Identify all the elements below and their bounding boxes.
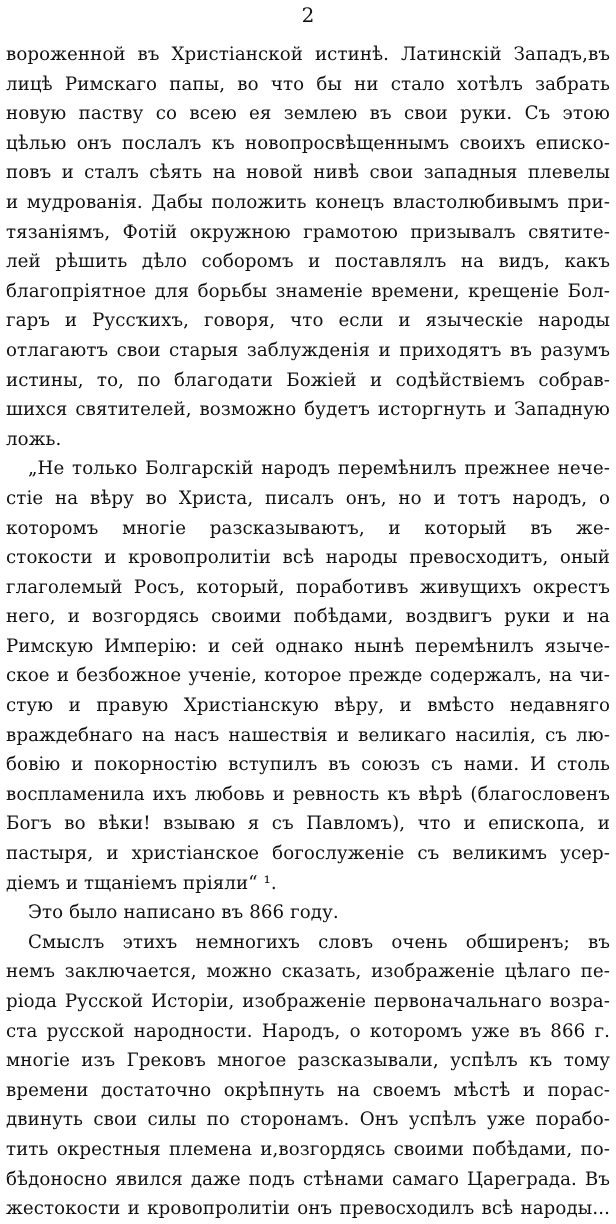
body-text <box>6 40 610 1224</box>
text-line: дiемъ и тщанiемъ прiяли“ ¹. <box>6 872 277 894</box>
text-line: тязанiямъ, Фотiй окружною грамотою призывалъ святите- <box>6 221 610 243</box>
text-line: стокости и кровопролитiи всѣ народы превосходитъ, оный <box>6 547 610 569</box>
text-line: ста русской народности. Народъ, о которомъ уже въ 866 г. <box>6 1020 610 1042</box>
text-line: глаголемый Росъ, который, поработивъ живущихъ окрестъ <box>6 576 610 598</box>
text-line: Римскую Имперiю: и сей однако нынѣ перемѣнилъ языче- <box>6 635 610 657</box>
text-line: стую и правую Христiанскую вѣру, и вмѣсто недавняго <box>6 695 610 717</box>
text-line: многiе изъ Грековъ многое разсказывали, успѣлъ къ тому <box>6 1050 610 1072</box>
text-line: лицѣ Римскаго папы, во что бы ни стало хотѣлъ забрать <box>6 73 610 95</box>
text-line: и мудрованiя. Дабы положить конецъ властолюбивымъ при- <box>6 191 610 213</box>
text-line: двинуть свои силы по сторонамъ. Онъ успѣлъ уже порабо- <box>6 1109 610 1131</box>
text-line: Богъ во вѣки! взываю я съ Павломъ), что и епископа, и <box>6 813 610 835</box>
text-line: „Не только Болгарскiй народъ перемѣнилъ прежнее нече- <box>28 458 610 480</box>
text-line: немъ заключается, можно сказать, изображенiе цѣлаго пе- <box>6 961 610 983</box>
page-number: 2 <box>301 3 315 27</box>
text-line: Это было написано въ 866 году. <box>28 902 339 924</box>
text-line: цѣлью онъ послалъ къ новопросвѣщеннымъ своихъ еписко- <box>6 132 610 154</box>
text-line: бѣдоносно явился даже подъ стѣнами самаго Цареграда. Въ <box>6 1168 610 1190</box>
text-line: вороженной въ Христiанской истинѣ. Латинскiй Западъ,въ <box>6 44 610 65</box>
text-line: стiе на вѣру во Христа, писалъ онъ, но и тотъ народъ, о <box>6 487 610 509</box>
text-line: гаръ и Руссҡихъ, говоря, что если и языческiе народы <box>6 310 610 332</box>
text-line: шихся святителей, возможно будетъ исторгнуть и Западную <box>6 399 610 421</box>
text-line: воспламенила ихъ любовь и ревность къ вѣрѣ (благословенъ <box>6 783 610 805</box>
text-line: тить окрестныя племена и,возгордясь своими побѣдами, по- <box>6 1138 610 1160</box>
text-line: пастыря, и христiанское богослуженiе съ великимъ усер- <box>6 843 610 865</box>
text-line: отлагаютъ свои старыя заблужденiя и приходятъ въ разумъ <box>6 339 610 361</box>
text-line: которомъ многiе разсказываютъ, и который въ же- <box>6 517 610 539</box>
text-line: благопрiятное для борьбы знаменiе времени, крещенiе Бол- <box>6 280 610 302</box>
text-line: рiода Русской Исторiи, изображенiе первоначальнаго возра- <box>6 991 610 1012</box>
text-line: него, и возгордясь своими побѣдами, воздвигъ руки и на <box>6 606 610 628</box>
text-line: ское и безбожное ученiе, которое прежде содержалъ, на чи- <box>6 665 610 687</box>
text-line: новую паству со всею ея землею въ свои руки. Съ этою <box>6 103 610 125</box>
text-line: истины, то, по благодати Божiей и содѣйствiемъ собрав- <box>6 369 610 391</box>
text-line: враждебнаго на насъ нашествiя и великаго насилiя, съ лю- <box>6 724 610 746</box>
text-line: времени достаточно окрѣпнуть на своемъ мѣстѣ и порас- <box>6 1079 610 1101</box>
text-line: жестокости и кровопролитiи онъ превосходилъ всѣ народы... <box>6 1198 610 1220</box>
text-line: лей рѣшить дѣло соборомъ и поставлялъ на видъ, какъ <box>6 251 610 273</box>
text-line: бовiю и покорностiю вступилъ въ союзъ съ нами. И столь <box>6 754 610 776</box>
text-line: Смыслъ этихъ немногихъ словъ очень обширенъ; въ <box>28 931 610 953</box>
text-line: повъ и сталъ сѣять на новой нивѣ свои западныя плевелы <box>6 162 610 184</box>
text-line: ложь. <box>6 428 62 450</box>
